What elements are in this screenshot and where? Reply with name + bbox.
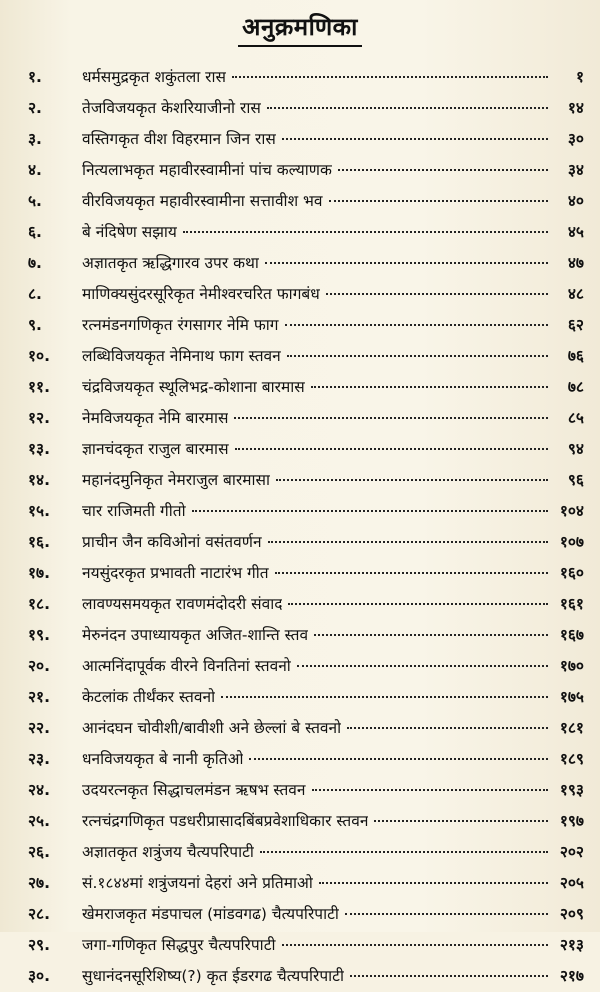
toc-entry[interactable] <box>28 155 584 186</box>
toc-entry-page: २१७ <box>559 967 584 985</box>
toc-entry-page: १ <box>575 68 584 86</box>
toc-entry-number: ११. <box>28 378 51 396</box>
dot-leader <box>232 76 548 78</box>
toc-entry-page: ९४ <box>567 440 584 458</box>
toc-entry-number: २. <box>28 99 42 117</box>
toc-entry[interactable] <box>28 124 584 155</box>
toc-entry-title: जगा-गणिकृत सिद्धपुर चैत्यपरिपाटी <box>82 936 276 954</box>
dot-leader <box>234 417 548 419</box>
toc-entry[interactable] <box>28 93 584 124</box>
toc-entry-page: ३० <box>567 130 584 148</box>
toc-entry-number: १०. <box>28 347 51 365</box>
dot-leader <box>268 541 548 543</box>
dot-leader <box>276 479 548 481</box>
toc-entry-page: ७८ <box>567 378 584 396</box>
toc-entry-number: ३. <box>28 130 42 148</box>
dot-leader <box>235 448 548 450</box>
toc-entry-title: वस्तिगकृत वीश विहरमान जिन रास <box>82 130 276 148</box>
toc-entry-page: ४८ <box>567 285 584 303</box>
toc-entry-title: माणिक्यसुंदरसूरिकृत नेमीश्वरचरित फागबंध <box>82 285 320 303</box>
toc-entry-number: ३०. <box>28 967 51 985</box>
toc-entry[interactable] <box>28 775 584 806</box>
toc-entry-number: २०. <box>28 657 51 675</box>
dot-leader <box>345 913 548 915</box>
toc-entry-number: २६. <box>28 843 51 861</box>
toc-entry-title: सं.१८४४मां शत्रुंजयनां देहरां अने प्रतिमाओ <box>82 874 313 892</box>
toc-entry[interactable] <box>28 682 584 713</box>
toc-entry-title: प्राचीन जैन कविओनां वसंतवर्णन <box>82 533 262 551</box>
dot-leader <box>183 231 548 233</box>
toc-entry[interactable] <box>28 558 584 589</box>
toc-entry-title: नयसुंदरकृत प्रभावती नाटारंभ गीत <box>82 564 269 582</box>
toc-entry-number: १. <box>28 68 42 86</box>
toc-entry-title: आनंदघन चोवीशी/बावीशी अने छेल्लां बे स्तवनो <box>82 719 342 737</box>
toc-entry[interactable] <box>28 620 584 651</box>
toc-entry-page: ९६ <box>567 471 584 489</box>
toc-entry-number: ८. <box>28 285 42 303</box>
toc-entry-number: १३. <box>28 440 51 458</box>
toc-entry[interactable] <box>28 837 584 868</box>
toc-entry-title: महानंदमुनिकृत नेमराजुल बारमासा <box>82 471 271 489</box>
toc-entry-page: ८५ <box>567 409 584 427</box>
toc-entry[interactable] <box>28 217 584 248</box>
toc-entry-page: ७६ <box>567 347 584 365</box>
toc-entry-number: ५. <box>28 192 42 210</box>
toc-entry-number: २७. <box>28 874 51 892</box>
table-of-contents <box>28 62 584 992</box>
toc-entry-title: ज्ञानचंदकृत राजुल बारमास <box>82 440 229 458</box>
toc-entry[interactable] <box>28 248 584 279</box>
dot-leader <box>249 758 548 760</box>
dot-leader <box>329 200 548 202</box>
toc-entry[interactable] <box>28 62 584 93</box>
dot-leader <box>288 603 548 605</box>
dot-leader <box>312 789 548 791</box>
toc-entry-number: ६. <box>28 223 42 241</box>
toc-entry-title: नित्यलाभकृत महावीरस्वामीनां पांच कल्याणक <box>82 161 332 179</box>
dot-leader <box>338 169 548 171</box>
toc-entry-page: १६१ <box>559 595 584 613</box>
toc-entry-page: १९३ <box>559 781 584 799</box>
toc-entry-page: १०७ <box>559 533 584 551</box>
toc-entry[interactable] <box>28 310 584 341</box>
dot-leader <box>350 975 548 977</box>
dot-leader <box>221 696 548 698</box>
toc-entry[interactable] <box>28 186 584 217</box>
toc-entry-page: ४५ <box>567 223 584 241</box>
toc-entry[interactable] <box>28 527 584 558</box>
toc-entry[interactable] <box>28 899 584 930</box>
toc-entry-title: अज्ञातकृत शत्रुंजय चैत्यपरिपाटी <box>82 843 254 861</box>
toc-entry[interactable] <box>28 868 584 899</box>
dot-leader <box>285 324 548 326</box>
toc-entry[interactable] <box>28 279 584 310</box>
toc-entry-number: १९. <box>28 626 51 644</box>
toc-entry-title: लब्धिविजयकृत नेमिनाथ फाग स्तवन <box>82 347 281 365</box>
toc-entry-title: धर्मसमुद्रकृत शकुंतला रास <box>82 68 227 86</box>
toc-entry-page: १७५ <box>559 688 584 706</box>
toc-entry-title: चंद्रविजयकृत स्थूलिभद्र-कोशाना बारमास <box>82 378 305 396</box>
toc-entry-page: १७० <box>559 657 584 675</box>
toc-entry-number: ७. <box>28 254 42 272</box>
toc-entry[interactable] <box>28 465 584 496</box>
toc-entry-number: १४. <box>28 471 51 489</box>
toc-entry-page: १६७ <box>559 626 584 644</box>
toc-entry[interactable] <box>28 961 584 992</box>
toc-entry-title: उदयरत्नकृत सिद्धाचलमंडन ऋषभ स्तवन <box>82 781 306 799</box>
toc-entry-number: २८. <box>28 905 51 923</box>
toc-entry-title: मेरुनंदन उपाध्यायकृत अजित-शान्ति स्तव <box>82 626 309 644</box>
dot-leader <box>287 355 548 357</box>
dot-leader <box>297 665 548 667</box>
toc-entry-title: नेमविजयकृत नेमि बारमास <box>82 409 229 427</box>
toc-entry-number: १८. <box>28 595 51 613</box>
toc-entry[interactable] <box>28 341 584 372</box>
toc-entry-number: ९. <box>28 316 42 334</box>
toc-entry-title: आत्मनिंदापूर्वक वीरने विनतिनां स्तवनो <box>82 657 291 675</box>
toc-entry-title: लावण्यसमयकृत रावणमंदोदरी संवाद <box>82 595 283 613</box>
toc-entry-number: २१. <box>28 688 51 706</box>
toc-entry-number: २५. <box>28 812 51 830</box>
dot-leader <box>311 386 548 388</box>
toc-entry-number: ४. <box>28 161 42 179</box>
toc-entry-page: १६० <box>559 564 584 582</box>
toc-entry[interactable] <box>28 589 584 620</box>
toc-entry[interactable] <box>28 434 584 465</box>
dot-leader <box>347 727 548 729</box>
toc-entry-title: धनविजयकृत बे नानी कृतिओ <box>82 750 244 768</box>
dot-leader <box>265 262 548 264</box>
toc-entry-page: २१३ <box>559 936 584 954</box>
toc-entry-page: ४० <box>567 192 584 210</box>
toc-entry[interactable] <box>28 372 584 403</box>
toc-entry-page: १०४ <box>559 502 584 520</box>
dot-leader <box>267 107 548 109</box>
toc-entry-page: २०५ <box>559 874 584 892</box>
dot-leader <box>314 634 548 636</box>
toc-entry[interactable] <box>28 744 584 775</box>
toc-entry-page: २०९ <box>559 905 584 923</box>
dot-leader <box>282 944 548 946</box>
toc-entry[interactable] <box>28 806 584 837</box>
dot-leader <box>192 510 548 512</box>
toc-entry-number: २३. <box>28 750 51 768</box>
toc-entry-title: वीरविजयकृत महावीरस्वामीना सत्तावीश भव <box>82 192 323 210</box>
dot-leader <box>319 882 548 884</box>
page-title-text: अनुक्रमणिका <box>238 10 362 47</box>
toc-entry-page: २०२ <box>559 843 584 861</box>
page-title <box>0 10 600 47</box>
toc-entry[interactable] <box>28 713 584 744</box>
toc-entry-number: १७. <box>28 564 51 582</box>
toc-entry-page: १८१ <box>559 719 584 737</box>
toc-entry[interactable] <box>28 496 584 527</box>
toc-entry-title: अज्ञातकृत ऋद्धिगारव उपर कथा <box>82 254 259 272</box>
dot-leader <box>374 820 548 822</box>
toc-entry-title: बे नंदिषेण सझाय <box>82 223 177 241</box>
toc-entry-number: २४. <box>28 781 51 799</box>
toc-entry-page: ६२ <box>567 316 584 334</box>
toc-entry-title: चार राजिमती गीतो <box>82 502 186 520</box>
toc-entry-page: १९७ <box>559 812 584 830</box>
toc-entry[interactable] <box>28 651 584 682</box>
toc-entry-number: १२. <box>28 409 51 427</box>
toc-entry-number: २२. <box>28 719 51 737</box>
dot-leader <box>275 572 548 574</box>
toc-entry-title: रत्नचंद्रगणिकृत पडधरीप्रासादबिंबप्रवेशाधिकार स्तवन <box>82 812 369 830</box>
toc-entry-number: १५. <box>28 502 51 520</box>
toc-entry-number: १६. <box>28 533 51 551</box>
toc-entry[interactable] <box>28 930 584 961</box>
toc-entry-page: १४ <box>567 99 584 117</box>
toc-entry-page: ४७ <box>567 254 584 272</box>
dot-leader <box>326 293 548 295</box>
dot-leader <box>260 851 548 853</box>
toc-entry[interactable] <box>28 403 584 434</box>
dot-leader <box>282 138 548 140</box>
toc-entry-title: सुधानंदनसूरिशिष्य(?) कृत ईडरगढ चैत्यपरिपाटी <box>82 967 345 985</box>
toc-entry-number: २९. <box>28 936 51 954</box>
toc-entry-page: १८९ <box>559 750 584 768</box>
toc-entry-title: खेमराजकृत मंडपाचल (मांडवगढ) चैत्यपरिपाटी <box>82 905 339 923</box>
toc-entry-title: तेजविजयकृत केशरियाजीनो रास <box>82 99 261 117</box>
toc-entry-title: रत्नमंडनगणिकृत रंगसागर नेमि फाग <box>82 316 279 334</box>
toc-entry-page: ३४ <box>567 161 584 179</box>
toc-entry-title: केटलांक तीर्थंकर स्तवनो <box>82 688 216 706</box>
